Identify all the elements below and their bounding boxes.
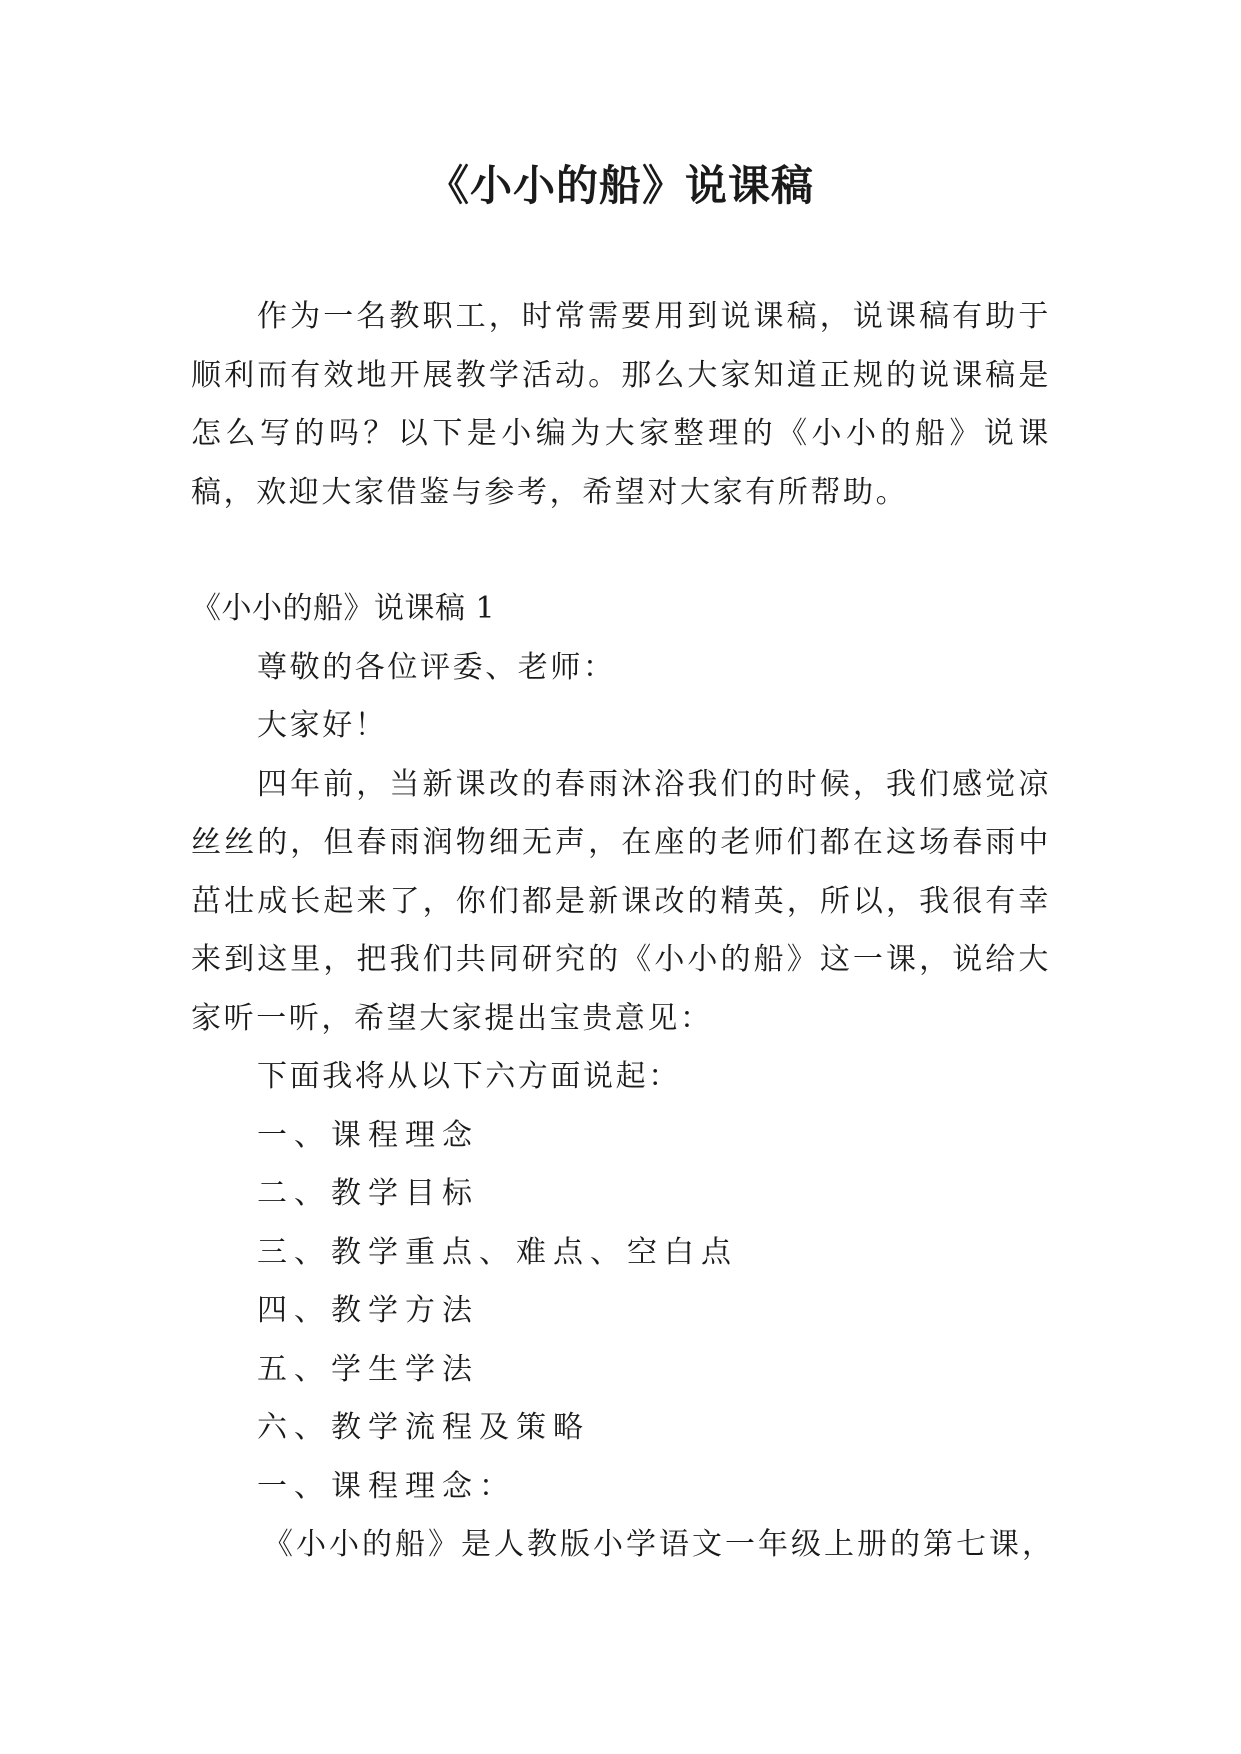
outline-item: 五、学生学法 xyxy=(257,1351,479,1387)
outline-intro: 下面我将从以下六方面说起： xyxy=(257,1059,681,1094)
final-line: 《小小的船》是人教版小学语文一年级上册的第七课， xyxy=(263,1527,1055,1562)
outline-list xyxy=(191,1107,1051,1458)
document-body xyxy=(191,580,1055,1575)
hello-line: 大家好！ xyxy=(257,708,388,743)
document-title: 《小小的船》说课稿 xyxy=(426,161,814,210)
greeting-line: 尊敬的各位评委、老师： xyxy=(257,649,616,685)
body-paragraph: 四年前，当新课改的春雨沐浴我们的时候，我们感觉凉丝丝的，但春雨润物细无声，在座的老师们都在这场春雨中茁壮成长起来了，你们都是新课改的精英，所以，我很有幸来到这里，把我们共同研究的《小小的船》这一课，说给大家听一听，希望大家提出宝贵意见： xyxy=(191,766,1051,1036)
outline-item: 一、课程理念 xyxy=(257,1117,479,1153)
section-heading: 《小小的船》说课稿 1 xyxy=(191,591,496,626)
subheading: 一、课程理念： xyxy=(257,1468,516,1504)
outline-item: 四、教学方法 xyxy=(257,1293,479,1328)
outline-item: 三、教学重点、难点、空白点 xyxy=(257,1234,738,1270)
outline-item: 二、教学目标 xyxy=(257,1176,479,1211)
intro-paragraph: 作为一名教职工，时常需要用到说课稿，说课稿有助于顺利而有效地开展教学活动。那么大家知道正规的说课稿是怎么写的吗？以下是小编为大家整理的《小小的船》说课稿，欢迎大家借鉴与参考，希望对大家有所帮助。 xyxy=(191,299,1051,510)
outline-item: 六、教学流程及策略 xyxy=(257,1410,590,1445)
